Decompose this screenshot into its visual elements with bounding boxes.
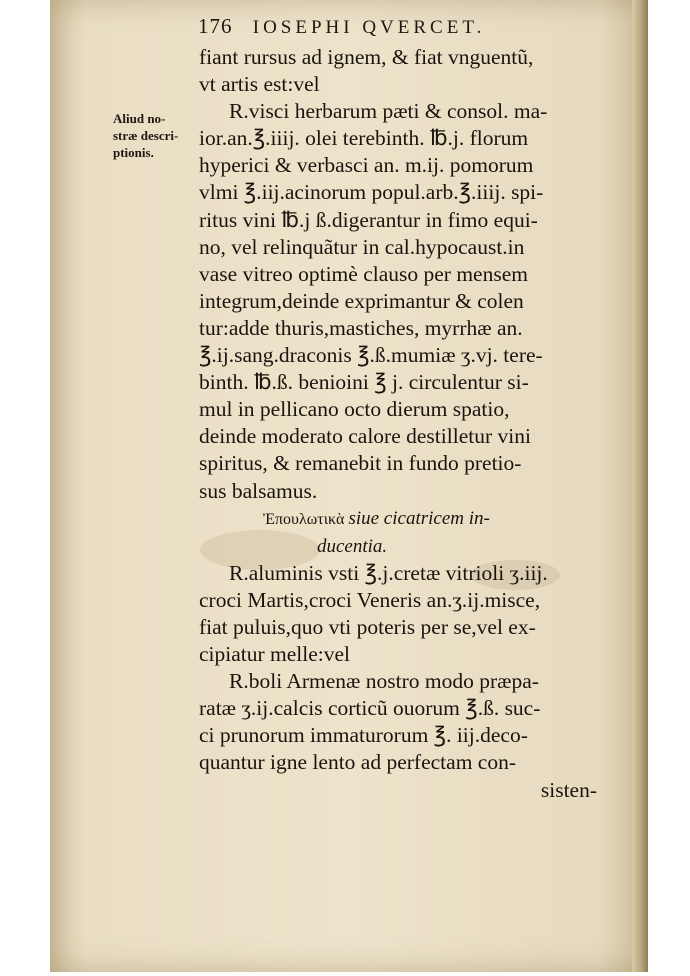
text-line: ratæ ʒ.ij.calcis corticũ ouorum ℥.ß. suc- xyxy=(199,696,541,721)
text-line: fiant rursus ad ignem, & fiat vnguentũ, xyxy=(199,45,534,69)
recipe-first-line: R.aluminis vsti ℥.j.cretæ vitrioli ʒ.iij. xyxy=(229,560,548,585)
running-head-title: IOSEPHI QVERCET. xyxy=(252,17,486,38)
section-heading-continuation: ducentia. xyxy=(317,535,388,557)
text-line: vt artis est:vel xyxy=(199,72,320,97)
text-line: deinde moderato calore destilletur vini xyxy=(199,424,531,449)
recipe-first-line: R.visci herbarum pæti & consol. ma- xyxy=(229,99,548,124)
text-line: fiat puluis,quo vti poteris per se,vel ex- xyxy=(199,614,536,639)
section-heading-latin: siue cicatricem in- xyxy=(348,507,490,529)
text-line: ci prunorum immaturorum ℥. iij.deco- xyxy=(199,723,528,748)
marginal-note xyxy=(113,110,197,161)
main-text xyxy=(199,44,609,804)
marginal-note-line: stræ descri- xyxy=(113,128,179,143)
text-line: vase vitreo optimè clauso per mensem xyxy=(199,261,528,286)
page-edge xyxy=(632,0,648,972)
text-line: binth. ℔.ß. benioini ℥ j. circulentur si- xyxy=(199,370,529,395)
text-line: cipiatur melle:vel xyxy=(199,642,351,667)
section-heading xyxy=(199,505,609,533)
marginal-note-line: ptionis. xyxy=(113,145,154,160)
page-number: 176 xyxy=(198,14,233,38)
text-line: ior.an.℥.iiij. olei terebinth. ℔.j. florum xyxy=(199,126,529,151)
text-line: integrum,deinde exprimantur & colen xyxy=(199,288,524,313)
text-line: hyperici & verbasci an. m.ij. pomorum xyxy=(199,153,534,178)
text-line: sus balsamus. xyxy=(199,478,318,503)
text-line: tur:adde thuris,mastiches, myrrhæ an. xyxy=(199,315,523,340)
text-line: spiritus, & remanebit in fundo pretio- xyxy=(199,451,522,476)
text-line: no, vel relinquãtur in cal.hypocaust.in xyxy=(199,234,525,259)
running-header xyxy=(198,14,485,39)
catchword: sisten- xyxy=(540,777,597,802)
recipe-first-line: R.boli Armenæ nostro modo præpa- xyxy=(229,669,539,694)
marginal-note-line: Aliud no- xyxy=(113,111,166,126)
text-line: ℥.ij.sang.draconis ℥.ß.mumiæ ʒ.vj. tere- xyxy=(199,343,543,368)
text-line: quantur igne lento ad perfectam con- xyxy=(199,750,516,775)
section-heading-greek: Ἐπουλωτικὰ xyxy=(263,510,345,528)
text-line: vlmi ℥.iij.acinorum popul.arb.℥.iiij. spi- xyxy=(199,180,544,205)
text-line: mul in pellicano octo dierum spatio, xyxy=(199,397,510,422)
text-line: croci Martis,croci Veneris an.ʒ.ij.misce, xyxy=(199,587,541,612)
text-line: ritus vini ℔.j ß.digerantur in fimo equi- xyxy=(199,207,538,232)
